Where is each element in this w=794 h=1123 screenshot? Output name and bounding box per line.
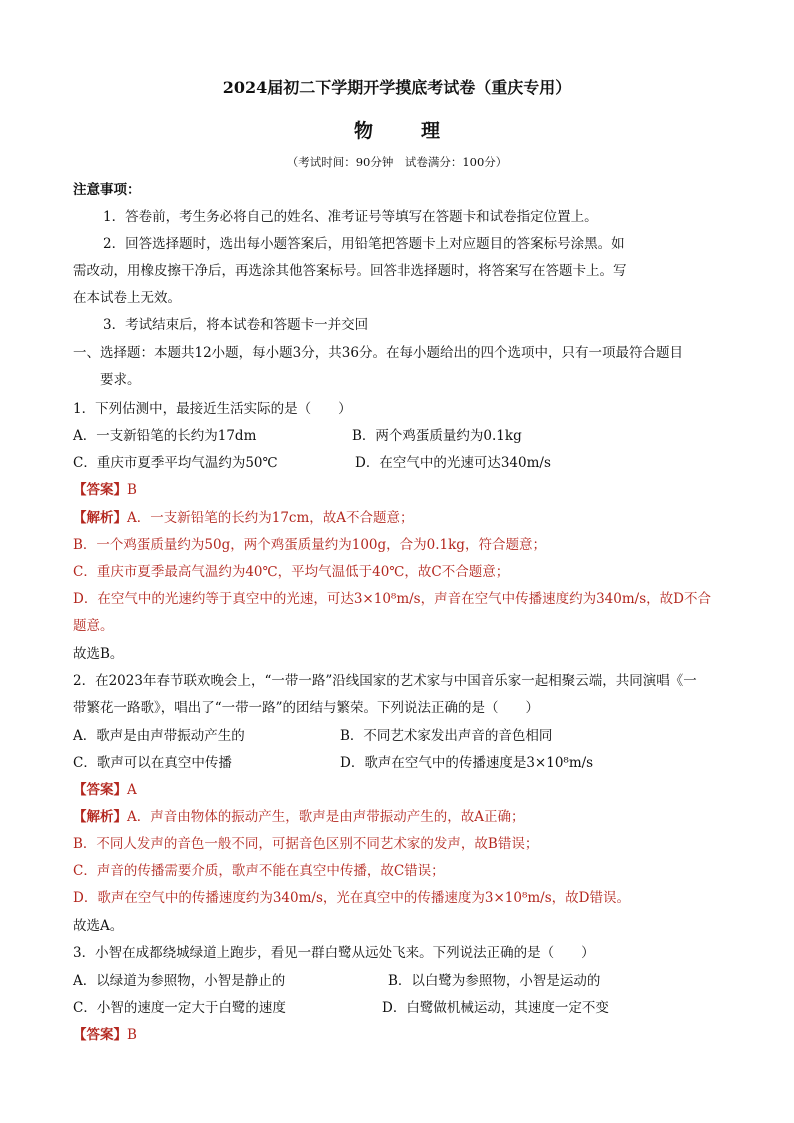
q2-analysis-a bbox=[73, 808, 525, 826]
note-2-line-3: 在本试卷上无效。 bbox=[73, 290, 181, 306]
q1-conclusion: 故选B。 bbox=[73, 646, 124, 662]
q2-option-a: A．歌声是由声带振动产生的 bbox=[73, 728, 245, 744]
note-1: 1．答卷前，考生务必将自己的姓名、准考证号等填写在答题卡和试卷指定位置上。 bbox=[103, 209, 598, 225]
page-title: 2024届初二下学期开学摸底考试卷（重庆专用） bbox=[222, 78, 572, 97]
answer-value: B bbox=[127, 482, 137, 498]
q3-answer bbox=[73, 1026, 137, 1044]
q1-analysis-d-line-2: 题意。 bbox=[73, 618, 114, 634]
q1-analysis-a bbox=[73, 509, 414, 527]
q2-analysis-c: C．声音的传播需要介质，歌声不能在真空中传播，故C错误； bbox=[73, 863, 445, 879]
q1-answer bbox=[73, 481, 137, 499]
analysis-text: A．声音由物体的振动产生，歌声是由声带振动产生的，故A正确； bbox=[127, 809, 525, 825]
analysis-tag: 【解析】 bbox=[73, 809, 127, 825]
q2-stem-line-2: 带繁花一路歌》，唱出了“一带一路”的团结与繁荣。下列说法正确的是（ ） bbox=[73, 700, 540, 716]
q1-analysis-c: C．重庆市夏季最高气温约为40℃，平均气温低于40℃，故C不合题意； bbox=[73, 564, 510, 580]
q1-stem: 1．下列估测中，最接近生活实际的是（ ） bbox=[73, 401, 352, 417]
q1-option-a: A．一支新铅笔的长约为17dm bbox=[73, 428, 257, 444]
q2-option-c: C．歌声可以在真空中传播 bbox=[73, 755, 232, 771]
q3-option-a: A．以绿道为参照物，小智是静止的 bbox=[73, 973, 286, 989]
note-2-line-2: 需改动，用橡皮擦干净后，再选涂其他答案标号。回答非选择题时，将答案写在答题卡上。写 bbox=[73, 263, 627, 279]
q1-analysis-d-line-1: D．在空气中的光速约等于真空中的光速，可达3×10⁸m/s，声音在空气中传播速度约为340m/s，故D不合 bbox=[73, 591, 711, 607]
q2-answer bbox=[73, 781, 137, 799]
analysis-text: A．一支新铅笔的长约为17cm，故A不合题意； bbox=[127, 510, 414, 526]
q2-option-b: B．不同艺术家发出声音的音色相同 bbox=[340, 728, 553, 744]
note-2-line-1: 2．回答选择题时，选出每小题答案后，用铅笔把答题卡上对应题目的答案标号涂黑。如 bbox=[103, 236, 625, 252]
note-3: 3．考试结束后，将本试卷和答题卡一并交回 bbox=[103, 317, 369, 333]
q1-option-c: C．重庆市夏季平均气温约为50℃ bbox=[73, 455, 278, 471]
q3-option-d: D．白鹭做机械运动，其速度一定不变 bbox=[382, 1000, 609, 1016]
answer-tag: 【答案】 bbox=[73, 482, 127, 498]
answer-tag: 【答案】 bbox=[73, 782, 127, 798]
exam-time-info: （考试时间：90分钟 试卷满分：100分） bbox=[286, 155, 508, 169]
q1-option-b: B．两个鸡蛋质量约为0.1kg bbox=[352, 428, 522, 444]
q3-stem: 3．小智在成都绕城绿道上跑步，看见一群白鹭从远处飞来。下列说法正确的是（ ） bbox=[73, 945, 595, 961]
q3-option-c: C．小智的速度一定大于白鹭的速度 bbox=[73, 1000, 286, 1016]
section-heading-line-1: 一、选择题：本题共12小题，每小题3分，共36分。在每小题给出的四个选项中，只有一项最符合题目 bbox=[73, 345, 683, 361]
q2-analysis-d: D．歌声在空气中的传播速度约为340m/s，光在真空中的传播速度为3×10⁸m/s，故D错误。 bbox=[73, 890, 630, 906]
answer-value: B bbox=[127, 1027, 137, 1043]
q2-conclusion: 故选A。 bbox=[73, 918, 124, 934]
q2-option-d: D．歌声在空气中的传播速度是3×10⁸m/s bbox=[340, 755, 594, 771]
q3-option-b: B．以白鹭为参照物，小智是运动的 bbox=[388, 973, 601, 989]
section-heading-line-2: 要求。 bbox=[100, 372, 141, 388]
subject-char-1: 物 bbox=[353, 120, 373, 142]
q2-analysis-b: B．不同人发声的音色一般不同，可据音色区别不同艺术家的发声，故B错误； bbox=[73, 836, 539, 852]
notes-heading: 注意事项： bbox=[73, 182, 141, 198]
q1-analysis-b: B．一个鸡蛋质量约为50g，两个鸡蛋质量约为100g，合为0.1kg，符合题意； bbox=[73, 537, 546, 553]
subject-heading bbox=[0, 116, 794, 143]
analysis-tag: 【解析】 bbox=[73, 510, 127, 526]
subject-char-2: 理 bbox=[421, 120, 441, 142]
answer-value: A bbox=[127, 782, 137, 798]
answer-tag: 【答案】 bbox=[73, 1027, 127, 1043]
q2-stem-line-1: 2．在2023年春节联欢晚会上，“一带一路”沿线国家的艺术家与中国音乐家一起相聚云端，共同演唱《一 bbox=[73, 673, 697, 689]
q1-option-d: D．在空气中的光速可达340m/s bbox=[355, 455, 551, 471]
